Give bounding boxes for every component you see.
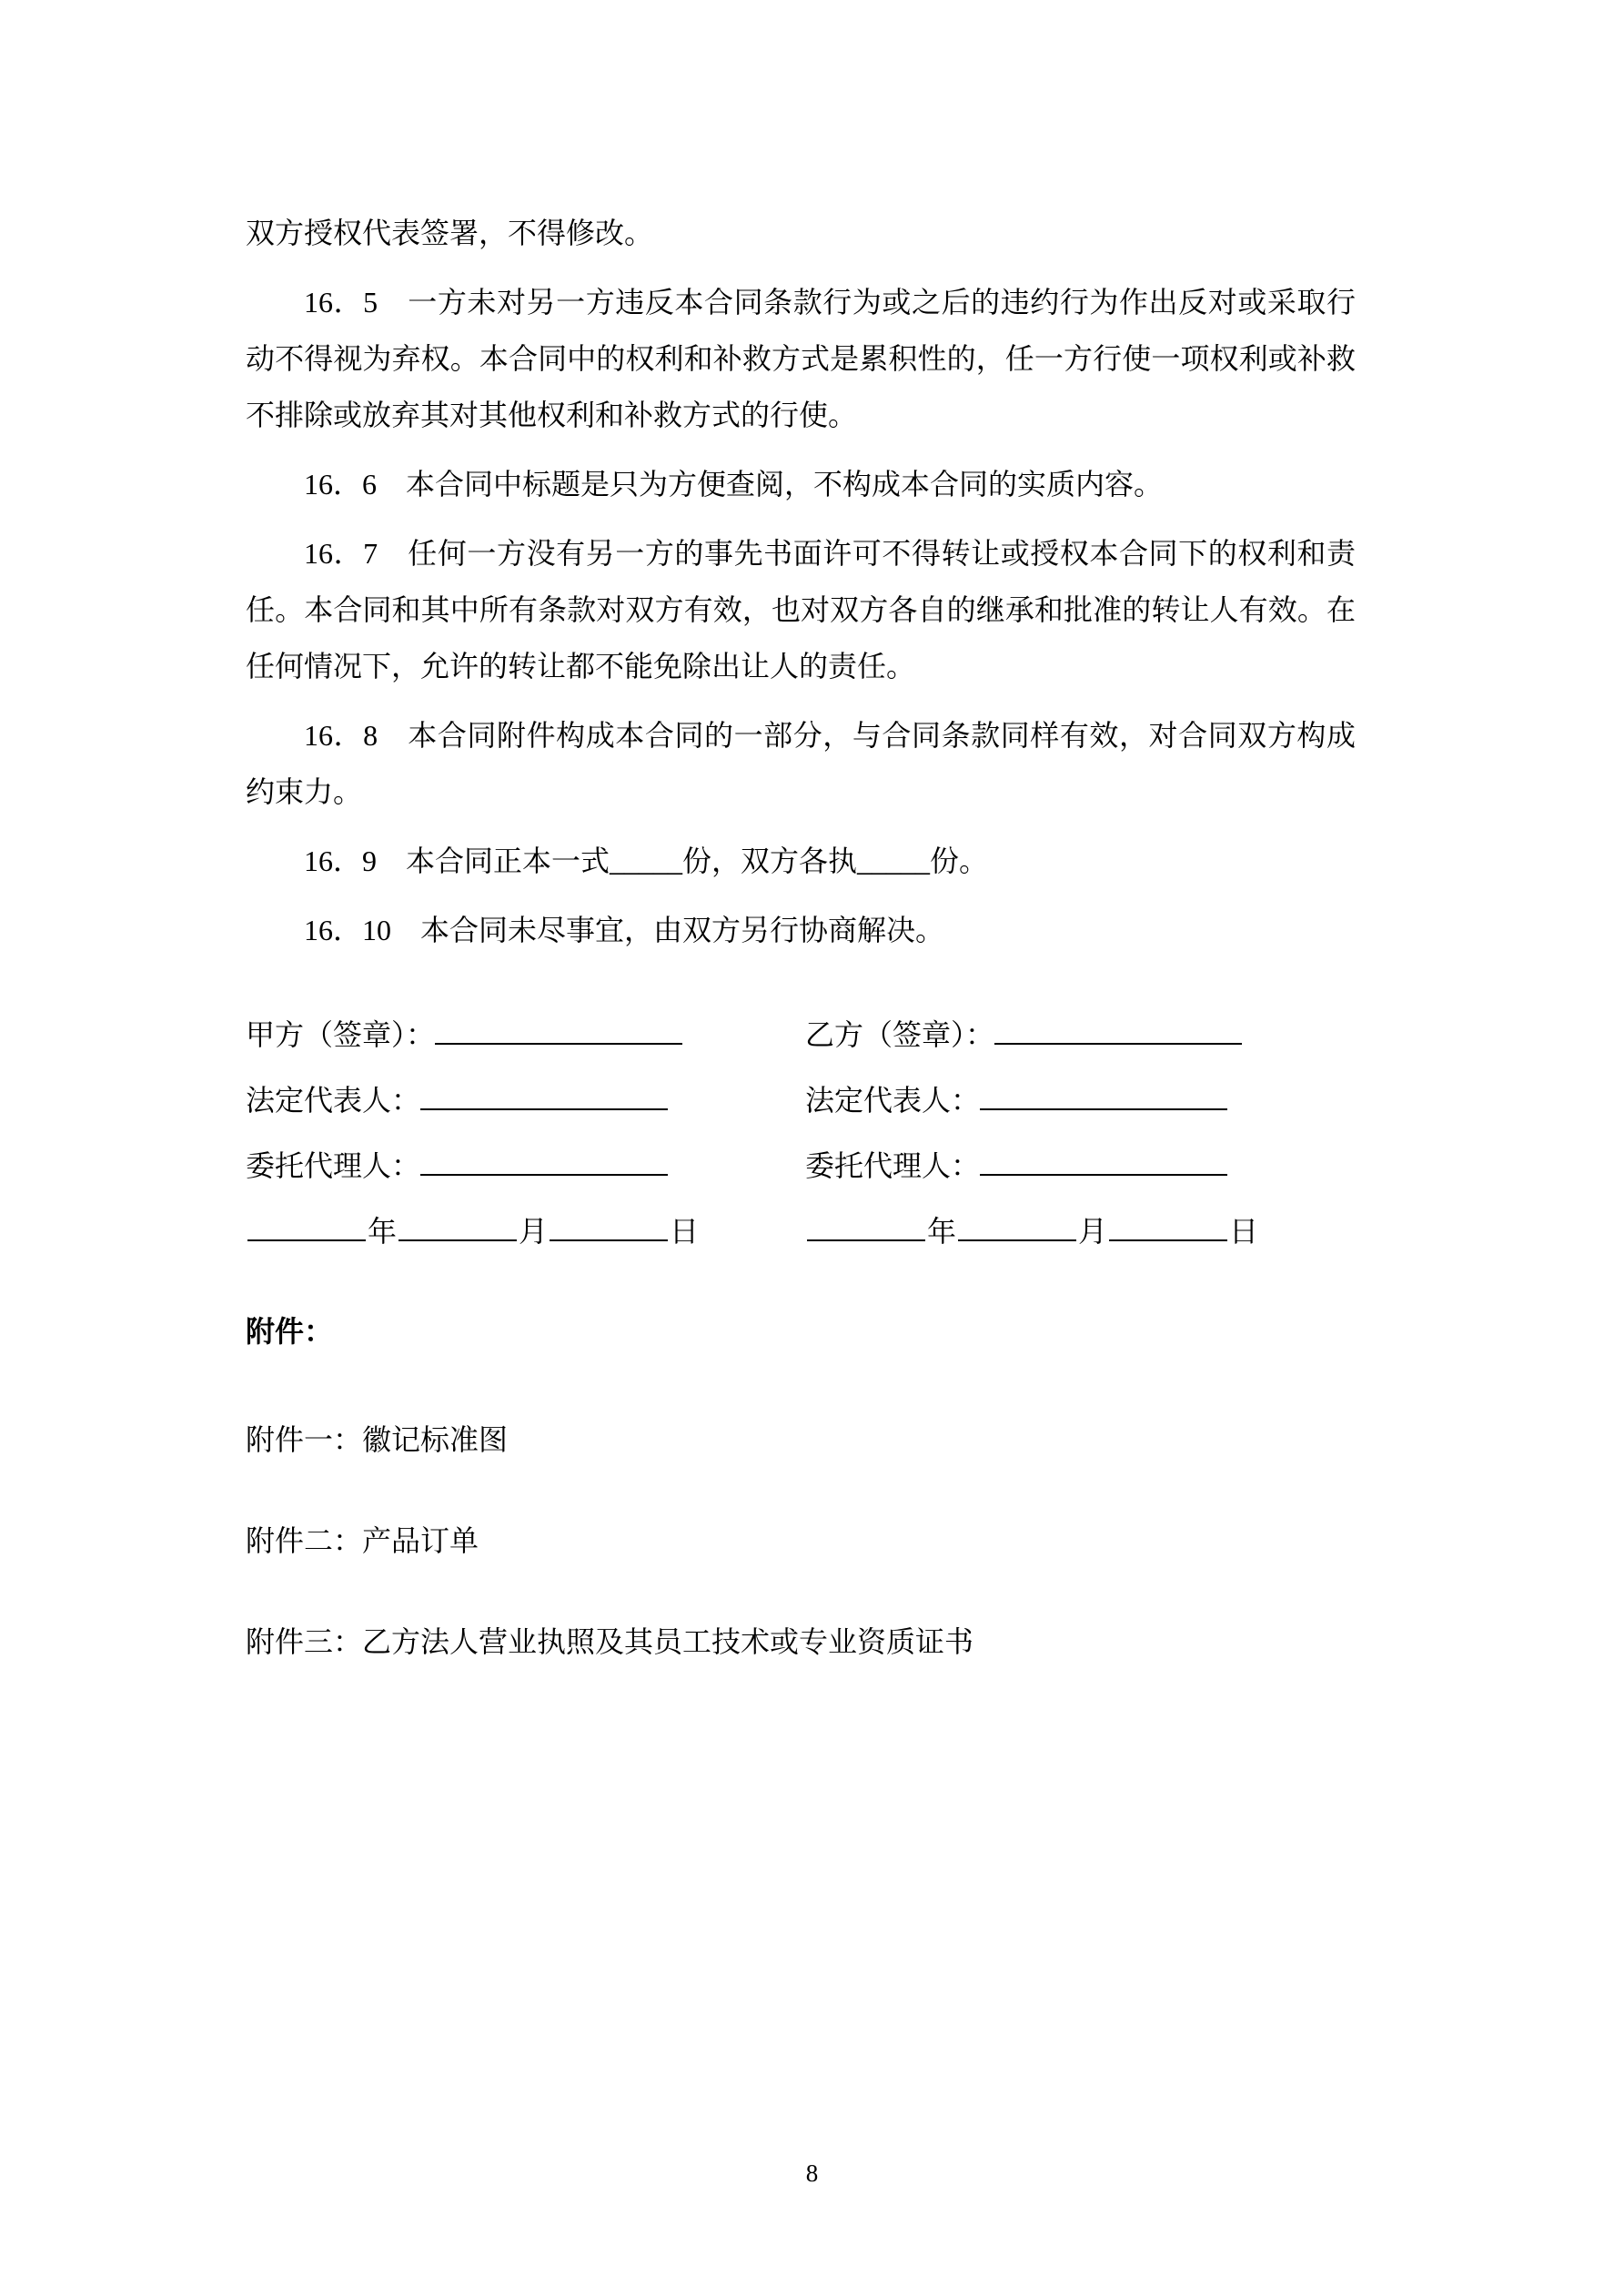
party-a-date-row: [246, 1199, 728, 1264]
clause-16-10: 16．10 本合同未尽事宜，由双方另行协商解决。: [304, 914, 945, 946]
party-b-legal-rep-row: [805, 1067, 1287, 1133]
party-b-seal-row: [805, 1002, 1287, 1067]
party-b-agent-label: 委托代理人：: [805, 1149, 981, 1182]
paragraph-continuation: 双方授权代表签署，不得修改。: [246, 217, 654, 249]
party-a-day-blank-line: [550, 1209, 668, 1241]
clause-16-9: 16．9 本合同正本一式_____份，双方各执_____份。: [304, 845, 989, 877]
party-a-legal-rep-label: 法定代表人：: [246, 1084, 421, 1117]
party-b-signature-block: [805, 1002, 1287, 1264]
party-a-year-label: 年: [368, 1215, 398, 1248]
clause-16-5: 16．5 一方未对另一方违反本合同条款行为或之后的违约行为作出反对或采取行动不得视为弃权。本合同中的权利和补救方式是累积性的，任一方行使一项权利或补救不排除或放弃其对其他权利和补救方式的行使。: [246, 286, 1356, 431]
party-b-seal-label: 乙方（签章）：: [805, 1018, 995, 1051]
signature-section: [246, 1002, 1356, 1264]
party-a-agent-blank-line: [420, 1143, 668, 1176]
party-b-legal-rep-label: 法定代表人：: [805, 1084, 981, 1117]
clause-16-7: 16．7 任何一方没有另一方的事先书面许可不得转让或授权本合同下的权利和责任。本合同和其中所有条款对双方有效，也对双方各自的继承和批准的转让人有效。在任何情况下，允许的转让都不能免除出让人的责任。: [246, 537, 1356, 683]
party-a-seal-label: 甲方（签章）：: [246, 1018, 436, 1051]
page-number: 8: [805, 2159, 819, 2187]
attachments-heading: 附件：: [246, 1315, 334, 1348]
party-a-agent-row: [246, 1133, 728, 1199]
party-b-day-blank-line: [1109, 1209, 1227, 1241]
clause-16-6: 16．6 本合同中标题是只为方便查阅，不构成本合同的实质内容。: [304, 468, 1164, 501]
party-b-day-label: 日: [1229, 1215, 1259, 1248]
clause-16-8: 16．8 本合同附件构成本合同的一部分，与合同条款同样有效，对合同双方构成约束力。: [246, 719, 1356, 808]
party-a-month-label: 月: [519, 1215, 549, 1248]
party-b-month-label: 月: [1078, 1215, 1108, 1248]
party-a-legal-rep-blank-line: [420, 1077, 668, 1110]
attachment-item-1: 附件一：徽记标准图: [246, 1423, 509, 1456]
party-a-agent-label: 委托代理人：: [246, 1149, 421, 1182]
party-b-year-label: 年: [927, 1215, 957, 1248]
party-a-signature-block: [246, 1002, 728, 1264]
party-b-month-blank-line: [958, 1209, 1076, 1241]
attachments-section: [246, 1303, 1356, 1670]
party-b-agent-row: [805, 1133, 1287, 1199]
party-a-legal-rep-row: [246, 1067, 728, 1133]
party-b-legal-rep-blank-line: [980, 1077, 1227, 1110]
party-b-agent-blank-line: [980, 1143, 1227, 1176]
party-a-month-blank-line: [398, 1209, 517, 1241]
party-a-seal-blank-line: [435, 1012, 682, 1045]
party-a-seal-row: [246, 1002, 728, 1067]
attachment-item-2: 附件二：产品订单: [246, 1524, 479, 1557]
party-b-date-row: [805, 1199, 1287, 1264]
contract-body: [246, 205, 1356, 1714]
party-a-day-label: 日: [670, 1215, 700, 1248]
party-b-seal-blank-line: [994, 1012, 1242, 1045]
attachment-item-3: 附件三：乙方法人营业执照及其员工技术或专业资质证书: [246, 1625, 974, 1658]
party-b-year-blank-line: [807, 1209, 925, 1241]
party-a-year-blank-line: [247, 1209, 366, 1241]
